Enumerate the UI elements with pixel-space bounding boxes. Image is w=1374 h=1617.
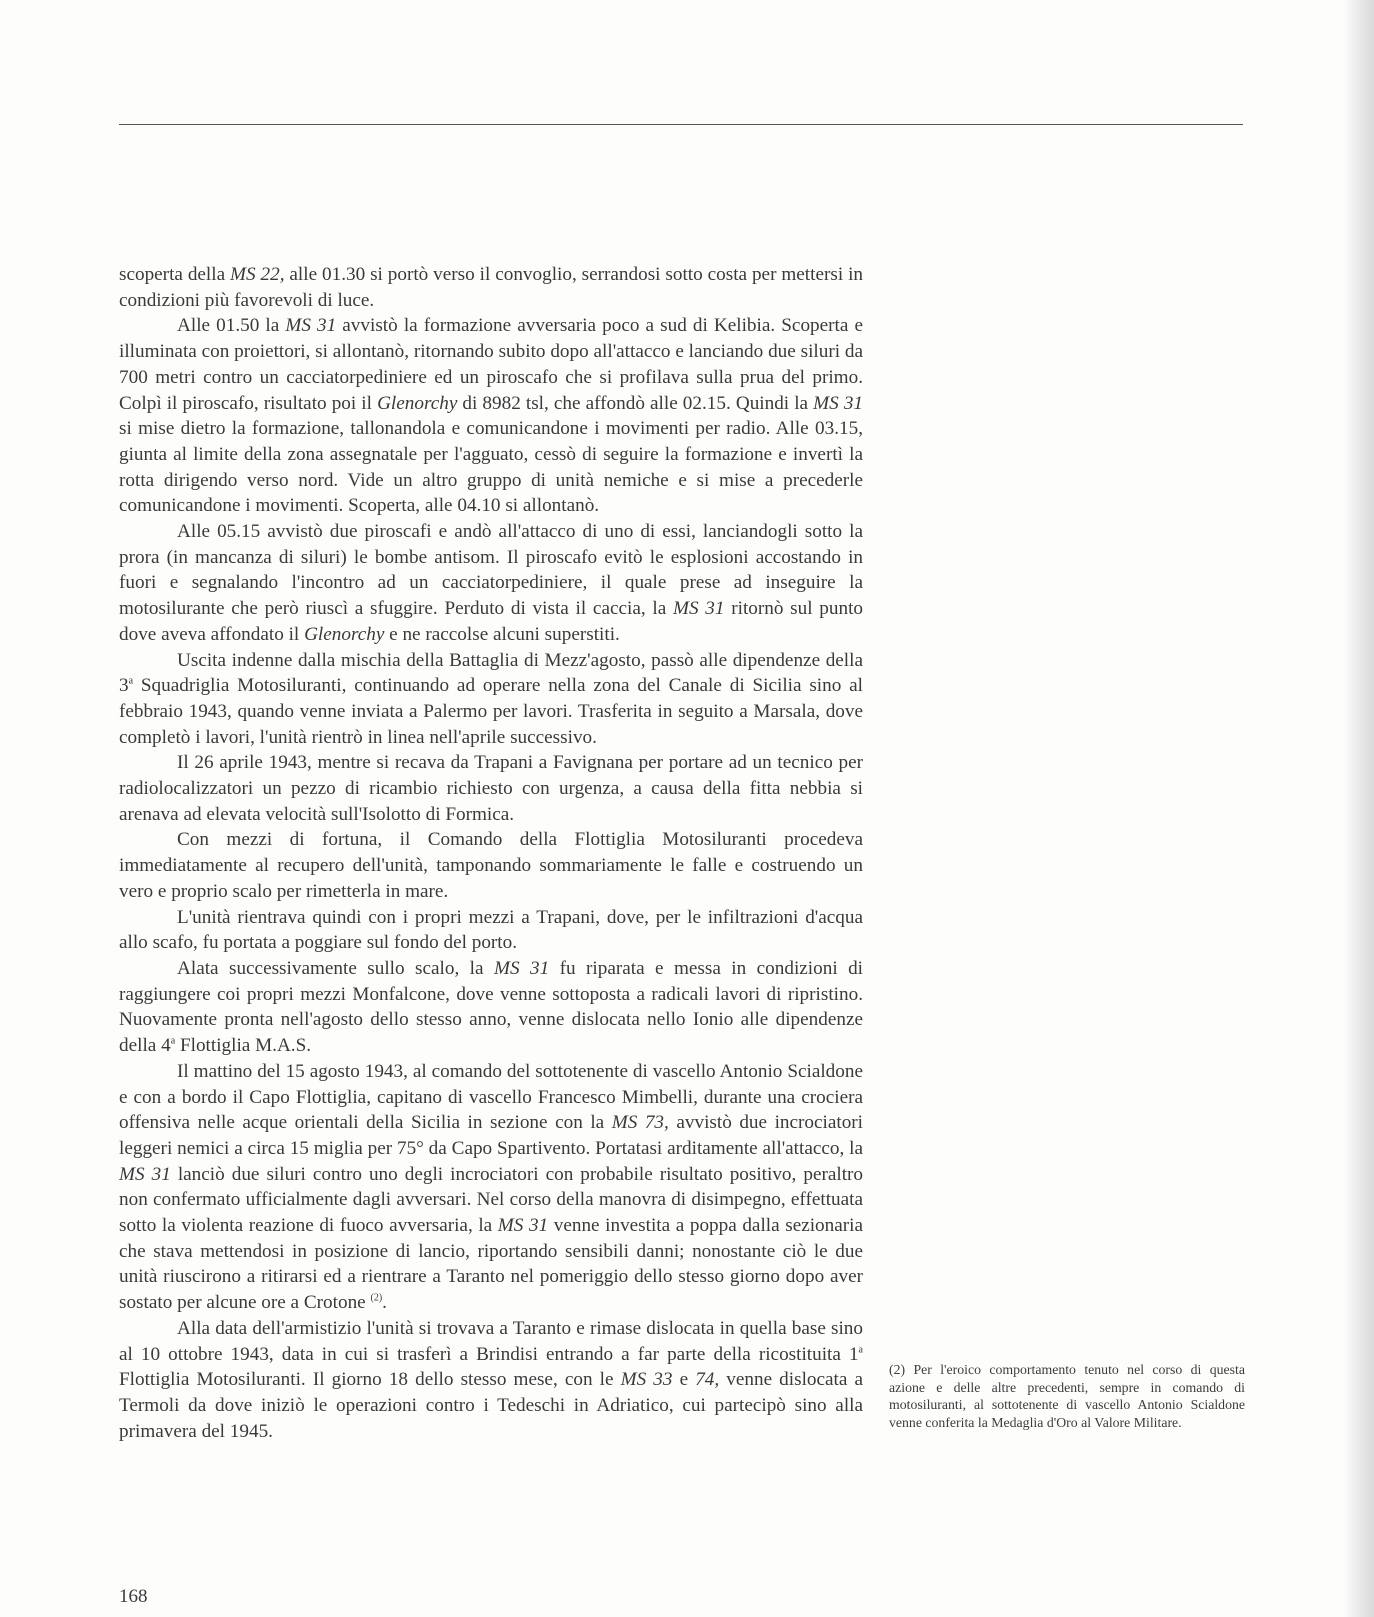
text-run: Alle 05.15 avvistò due piroscafi e andò all'attacco di uno di essi, lanciandogli sotto la prora (in mancanza di siluri) le bombe antisom. Il piroscafo evitò le esplosioni accostando in fuori e segnalando l'incontro ad un cacciatorpediniere, il quale prese ad inseguire la motosilurante che però riuscì a sfuggire. Perduto di vista il caccia, la <box>119 521 863 620</box>
text-run: L'unità rientrava quindi con i propri mezzi a Trapani, dove, per le infiltrazioni d'acqua allo scafo, fu portata a poggiare sul fondo del porto. <box>119 906 863 954</box>
header-rule <box>119 124 1243 125</box>
text-run: lanciò due siluri contro uno degli incrociatori con probabile risultato positivo, peraltro non confermato ufficialmente dagli avversari. Nel corso della manovra di disimpegno, effettuata sotto la violenta reazione di fuoco avversaria, la <box>119 1163 864 1237</box>
body-paragraph <box>119 905 863 956</box>
text-run: Il 26 aprile 1943, mentre si recava da Trapani a Favignana per portare ad un tecnico per radiolocalizzatori un pezzo di ricambio richiesto con urgenza, a causa della fitta nebbia si arenava ad elevata velocità sull'Isolotto di Formica. <box>119 752 863 825</box>
text-run: alle 01.30 si portò verso il convoglio, serrandosi sotto costa per mettersi in condizioni più favorevoli di luce. <box>119 264 863 311</box>
italic-text: MS 73, <box>611 1112 669 1134</box>
text-run: Alle 01.50 la <box>177 315 286 337</box>
body-paragraph <box>119 519 863 648</box>
page-gutter-shadow <box>1342 0 1374 1617</box>
text-run: Con mezzi di fortuna, il Comando della Flottiglia Motosiluranti procedeva immediatamente al recupero dell'unità, tamponando sommariamente le falle e costruendo un vero e proprio scalo per rimetterla in mare. <box>119 829 863 902</box>
text-run: Flottiglia M.A.S. <box>175 1035 312 1057</box>
superscript-text: a <box>128 675 134 687</box>
text-run: scoperta della <box>119 264 231 285</box>
italic-text: MS 31 <box>493 957 550 979</box>
body-paragraph <box>119 313 863 519</box>
body-paragraph <box>119 1316 863 1445</box>
italic-text: MS 31 <box>672 598 725 620</box>
text-run: Squadriglia Motosiluranti, continuando ad operare nella zona del Canale di Sicilia sino al febbraio 1943, quando venne inviata a Palermo per lavori. Trasferita in seguito a Marsala, dove completò i lavori, l'unità rientrò in linea nell'aprile successivo. <box>119 675 863 748</box>
italic-text: MS 31 <box>119 1163 171 1185</box>
text-run: Flottiglia Motosiluranti. Il giorno 18 dello stesso mese, con le <box>119 1369 621 1391</box>
italic-text: MS 31 <box>285 315 337 337</box>
italic-text: Glenorchy <box>377 392 458 414</box>
main-text-column <box>119 262 863 1444</box>
superscript-text: a <box>858 1344 863 1356</box>
italic-text: Glenorchy <box>304 623 385 645</box>
body-paragraph <box>119 1059 863 1316</box>
body-paragraph <box>119 262 863 313</box>
page-number: 168 <box>119 1586 148 1607</box>
body-paragraph <box>119 827 863 904</box>
body-paragraph <box>119 956 863 1059</box>
footnote: (2) Per l'eroico comportamento tenuto nel corso di questa azione e delle altre precedenti, sempre in comando di motosiluranti, al sottotenente di vascello Antonio Scialdone venne conferita la Medaglia d'Oro al Valore Militare. <box>889 1362 1245 1430</box>
italic-text: 74, <box>695 1369 720 1391</box>
superscript-text: (2) <box>370 1292 383 1304</box>
italic-text: MS 31 <box>497 1215 549 1237</box>
text-run: e <box>672 1369 696 1391</box>
italic-text: MS 33 <box>620 1369 673 1391</box>
italic-text: MS 31 <box>813 392 864 414</box>
text-run: di 8982 tsl, che affondò alle 02.15. Quindi la <box>457 392 814 414</box>
text-run: Alata successivamente sullo scalo, la <box>177 957 494 979</box>
text-run: Il mattino del 15 agosto 1943, al comando del sottotenente di vascello Antonio Scialdone e con a bordo il Capo Flottiglia, capitano di vascello Francesco Mimbelli, durante una crociera offensiva nelle acque orientali della Sicilia in sezione con la <box>119 1060 863 1134</box>
text-run: e ne raccolse alcuni superstiti. <box>384 623 620 645</box>
text-run: si mise dietro la formazione, tallonandola e comunicandone i movimenti per radio. Alle 03.15, giunta al limite della zona assegnatale per l'agguato, cessò di seguire la formazione e invertì la rotta dirigendo verso nord. Vide un altro gruppo di unità nemiche e si mise a precederle comunicandone i movimenti. Scoperta, alle 04.10 si allontanò. <box>119 418 863 517</box>
superscript-text: a <box>170 1035 176 1047</box>
text-run: ritornò sul punto dove aveva affondato il <box>119 598 864 645</box>
body-paragraph <box>119 750 863 827</box>
text-run: avvistò la formazione avversaria poco a sud di Kelibia. Scoperta e illuminata con proiettori, si allontanò, ritornando subito dopo all'attacco e lanciando due siluri da 700 metri contro un cacciatorpediniere ed un piroscafo che si profilava sulla prua del primo. Colpì il piroscafo, risultato poi il <box>119 315 864 414</box>
italic-text: MS 22, <box>230 264 285 285</box>
text-run: . <box>382 1292 387 1314</box>
text-run: avvistò due incrociatori leggeri nemici a circa 15 miglia per 75° da Capo Spartivento. Portatasi arditamente all'attacco, la <box>119 1112 864 1159</box>
text-run: fu riparata e messa in condizioni di raggiungere coi propri mezzi Monfalcone, dove venne sottoposta a radicali lavori di ripristino. Nuovamente pronta nell'agosto dello stesso anno, venne dislocata nello Ionio alle dipendenze della 4 <box>119 957 864 1057</box>
text-run: venne investita a poppa dalla sezionaria che stava mettendosi in posizione di lancio, riportando sensibili danni; nonostante ciò le due unità riuscirono a ritirarsi ed a rientrare a Taranto nel pomeriggio dello stesso giorno dopo aver sostato per alcune ore a Crotone <box>119 1215 863 1314</box>
text-run: venne dislocata a Termoli da dove iniziò le operazioni contro i Tedeschi in Adriatico, cui partecipò sino alla primavera del 1945. <box>119 1369 863 1442</box>
text-run: Uscita indenne dalla mischia della Battaglia di Mezz'agosto, passò alle dipendenze della 3 <box>119 649 863 697</box>
text-run: Alla data dell'armistizio l'unità si trovava a Taranto e rimase dislocata in quella base sino al 10 ottobre 1943, data in cui si trasferì a Brindisi entrando a far parte della ricostituita 1 <box>119 1317 863 1365</box>
body-paragraph <box>119 648 863 751</box>
